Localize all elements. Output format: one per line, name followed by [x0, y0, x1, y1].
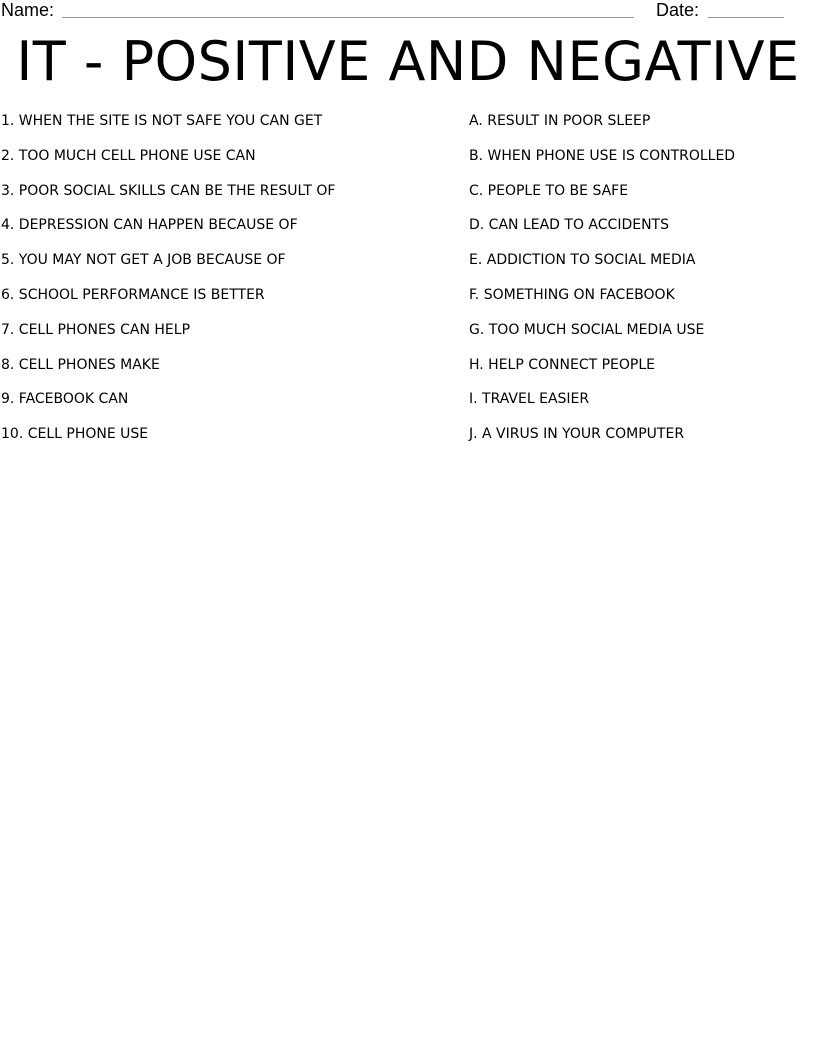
- name-label: Name:: [1, 0, 55, 20]
- answer-item: H. HELP CONNECT PEOPLE: [469, 356, 656, 373]
- name-field[interactable]: [62, 17, 634, 18]
- answer-item: C. PEOPLE TO BE SAFE: [469, 182, 629, 199]
- answer-item: A. RESULT IN POOR SLEEP: [469, 113, 651, 129]
- answer-item: F. SOMETHING ON FACEBOOK: [469, 286, 675, 303]
- question-item: 4. DEPRESSION CAN HAPPEN BECAUSE OF: [1, 217, 298, 234]
- question-item: 2. TOO MUCH CELL PHONE USE CAN: [1, 147, 256, 164]
- question-item: 8. CELL PHONES MAKE: [1, 356, 160, 373]
- question-item: 3. POOR SOCIAL SKILLS CAN BE THE RESULT OF: [1, 182, 336, 199]
- answer-item: J. A VIRUS IN YOUR COMPUTER: [469, 426, 685, 443]
- question-item: 9. FACEBOOK CAN: [1, 391, 129, 408]
- answer-item: G. TOO MUCH SOCIAL MEDIA USE: [469, 321, 705, 338]
- page-title: IT - POSITIVE AND NEGATIVE: [16, 30, 800, 93]
- date-label: Date:: [656, 0, 700, 20]
- answers-column: [469, 111, 809, 459]
- question-item: 10. CELL PHONE USE: [1, 426, 149, 443]
- question-item: 6. SCHOOL PERFORMANCE IS BETTER: [1, 286, 265, 303]
- date-field[interactable]: [708, 17, 784, 18]
- question-item: 7. CELL PHONES CAN HELP: [1, 321, 191, 338]
- questions-column: [1, 111, 451, 459]
- answer-item: D. CAN LEAD TO ACCIDENTS: [469, 217, 669, 234]
- answer-item: I. TRAVEL EASIER: [469, 391, 590, 408]
- answer-item: B. WHEN PHONE USE IS CONTROLLED: [469, 147, 736, 164]
- question-item: 5. YOU MAY NOT GET A JOB BECAUSE OF: [1, 252, 286, 269]
- question-item: 1. WHEN THE SITE IS NOT SAFE YOU CAN GET: [1, 113, 323, 129]
- answer-item: E. ADDICTION TO SOCIAL MEDIA: [469, 252, 696, 269]
- worksheet-header: [0, 0, 816, 22]
